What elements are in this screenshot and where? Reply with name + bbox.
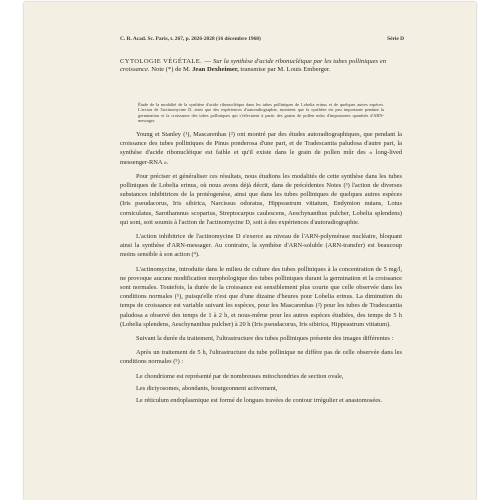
document-page bbox=[24, 2, 476, 500]
list-item: Les dictyosomes, abondants, bourgeonnent activement, bbox=[136, 384, 278, 392]
journal-citation: C. R. Acad. Sc. Paris, t. 267, p. 2026-2028 (16 décembre 1968) bbox=[120, 36, 261, 42]
paragraph: L'actinomycine, introduite dans le milieu de culture des tubes polliniques à la concentration de 5 mg/l, ne provoque aucune modification morphologique des tubes polliniques durant la germination et la croissance sont normales. Toutefois, la durée de la croissance est sensiblement plus courte que celle observée dans les conditions normales (⁵), puisqu'elle n'est que d'une dizaine d'heures pour Lobelia erinus. La diminution du temps de croissance est variable suivant les espèces, pour les Mascarenhas (²) pour les tubes de Tradescantia paludosa a observé des temps de 1 à 2 h, et nous-même pour les autres espèces étudiées, des temps de 5 h (Lobelia splendens, Aeschynanthus pulcher) à 20 h (Iris pseudacorus, Iris sibirica, Hippeastrum vittatum). bbox=[120, 265, 402, 328]
transmission-note: transmise par M. Louis Emberger. bbox=[240, 66, 331, 74]
journal-series: Série D bbox=[387, 36, 404, 42]
article-body bbox=[120, 130, 402, 408]
paragraph: Après un traitement de 5 h, l'ultrastructure du tube pollinique ne diffère pas de celle observée dans les conditions normales (⁵) : bbox=[120, 349, 402, 366]
note-prefix: Note (*) de M. bbox=[151, 66, 191, 74]
paragraph: Young et Stanley (¹), Mascarenhas (²) ont montré par des études autoradiographiques, que pendant la croissance des tubes polliniques de Pinus ponderosa d'une part, et de Tradescantia paludosa d'autre part, la synthèse d'acide ribonucléique est faible et qu'il existe dans le grain de pollen mûr des « long-lived messenger-RNA ». bbox=[120, 131, 402, 166]
journal-header bbox=[120, 36, 404, 42]
article-title bbox=[120, 58, 402, 74]
list-item: Le chondriome est représenté par de nombreuses mitochondries de section ovale, bbox=[136, 372, 344, 380]
section-heading: CYTOLOGIE VÉGÉTALE. — bbox=[120, 58, 212, 65]
author-name: Jean Dexheimer, bbox=[192, 66, 239, 74]
paragraph: Suivant la durée du traitement, l'ultrastructure des tubes polliniques présente des images différentes : bbox=[136, 335, 394, 343]
list-item: Le réticulum endoplasmique est formé de longues travées de contour irrégulier et anastomosées. bbox=[136, 397, 383, 405]
paragraph: Pour préciser et généraliser ces résultats, nous étudions les modalités de cette synthèse dans les tubes polliniques de Lobelia erinus, où nous avons déjà décrit, dans de précédentes Notes (³) l'action de diverses substances inhibitrices de la protéogenèse, ainsi que dans les tubes polliniques de quelques autres espèces (Iris pseudacorus, Iris sibirica, Narcissus odoratus, Hippeastrum vittatum, Endymion nutans, Lotus corniculatus, Sarothamnus scoparius, Streptocarpus caulescens, Aeschynanthus pulcher, Lobelia splendens) qui sont, soit soumis à l'action de l'actinomycine D, soit à des expériences d'autoradiographie. bbox=[120, 172, 402, 226]
abstract: Étude de la modalité de la synthèse d'acide ribonucléique dans les tubes polliniques de Lobelia erinus et de quelques autres espèces. L'action de l'actinomycine D, ainsi que des expériences d'autoradiographie, montrent que la synthèse est peu importante pendant la germination et la croissance des tubes polliniques qui s'effectuent à partir des grains de pollen mûrs d'importantes quantités d'ARN-messager. bbox=[138, 102, 384, 123]
article-subject: Sur la synthèse d'acide ribonucléique par les tubes polliniques en croissance. bbox=[120, 58, 386, 74]
paragraph: L'action inhibitrice de l'actinomycine D s'exerce au niveau de l'ARN-polymérase nucléaire, bloquant ainsi la synthèse d'ARN-messager. Au contraire, la synthèse d'ARN-soluble (ARN-transfer) est beaucoup moins sensible à son action (⁴). bbox=[120, 233, 402, 259]
